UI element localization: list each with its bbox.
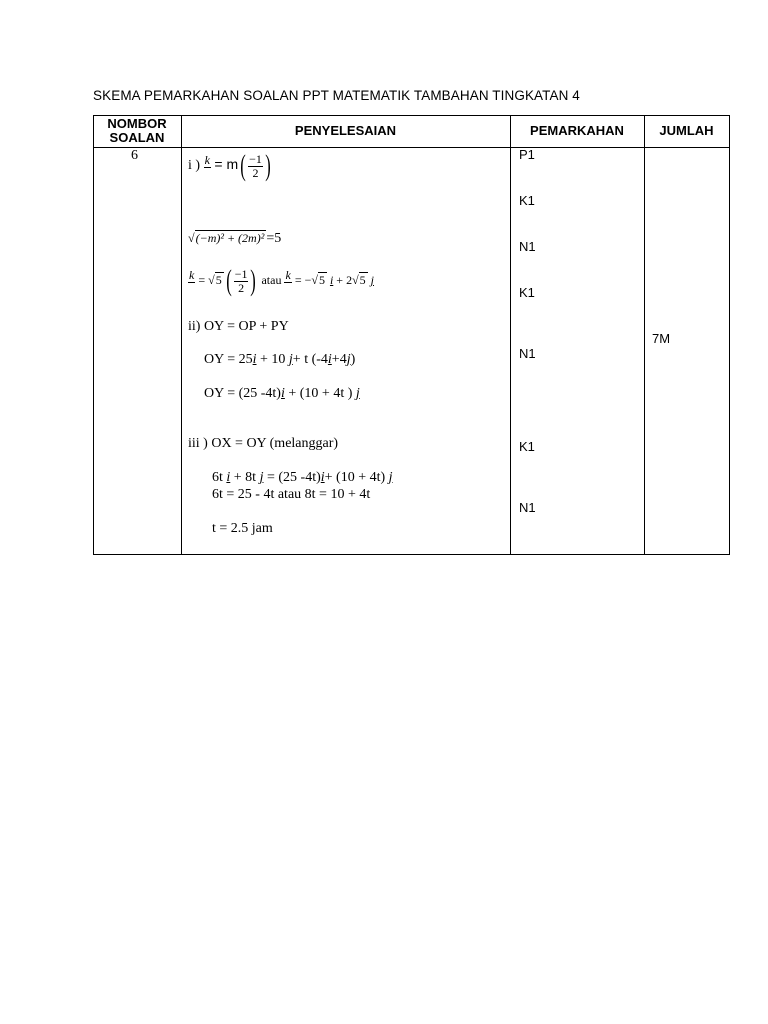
solution-line-4: ii) OY = OP + PY bbox=[188, 319, 289, 334]
line8-i-vector: i bbox=[226, 470, 231, 485]
solution-line-6 bbox=[204, 386, 360, 402]
line5-i-vector: i bbox=[252, 352, 257, 367]
line3-num: −1 bbox=[234, 266, 248, 281]
question-number: 6 bbox=[131, 148, 138, 163]
header-divider bbox=[93, 147, 730, 148]
line8-c: = (25 -4t) bbox=[263, 470, 321, 485]
line3-fraction-k2 bbox=[284, 269, 291, 293]
document-title: SKEMA PEMARKAHAN SOALAN PPT MATEMATIK TAMBAHAN TINGKATAN 4 bbox=[93, 88, 580, 103]
header-penyelesaian: PENYELESAIAN bbox=[294, 123, 397, 138]
solution-line-2 bbox=[188, 230, 281, 247]
mark-4: K1 bbox=[519, 285, 535, 300]
line3-k2: k bbox=[285, 268, 291, 282]
mark-5: N1 bbox=[519, 346, 536, 361]
line3-equals: = bbox=[198, 272, 206, 287]
line2-sqrt-sign: √ bbox=[188, 231, 195, 245]
header-pemarkahan: PEMARKAHAN bbox=[530, 123, 624, 138]
line1-den: 2 bbox=[248, 166, 263, 180]
col-divider-2 bbox=[510, 115, 511, 555]
line6-b: + (10 + 4t ) bbox=[284, 386, 356, 401]
line3-j-vector: j bbox=[370, 272, 375, 287]
col-divider-1 bbox=[181, 115, 182, 555]
line6-j-vector: j bbox=[355, 386, 360, 401]
line8-i2-vector: i bbox=[320, 470, 325, 485]
header-jumlah: JUMLAH bbox=[659, 123, 714, 138]
line5-j-vector: j bbox=[288, 352, 293, 367]
col-divider-3 bbox=[644, 115, 645, 555]
solution-line-10: t = 2.5 jam bbox=[212, 521, 273, 536]
line5-d: +4 bbox=[331, 352, 347, 367]
mark-7: N1 bbox=[519, 500, 536, 515]
line3-plus-2: + 2 bbox=[336, 272, 353, 287]
line3-fraction-k bbox=[188, 269, 195, 293]
line5-e: ) bbox=[350, 352, 356, 367]
line2-expression: (−m)² + (2m)² bbox=[195, 231, 265, 245]
header-soalan: SOALAN bbox=[109, 130, 165, 145]
line5-i2-vector: i bbox=[327, 352, 332, 367]
mark-6: K1 bbox=[519, 439, 535, 454]
line5-a: OY = 25 bbox=[204, 352, 253, 367]
line1-equals-m: = m bbox=[214, 156, 239, 173]
solution-line-7: iii ) OX = OY (melanggar) bbox=[188, 436, 339, 451]
line8-d: + (10 + 4t) bbox=[324, 470, 389, 485]
line3-den: 2 bbox=[234, 281, 249, 295]
mark-3: N1 bbox=[519, 239, 536, 254]
table-border-left bbox=[93, 115, 94, 555]
line3-sqrt5b: 5 bbox=[318, 272, 325, 287]
solution-line-5 bbox=[204, 352, 355, 368]
line3-paren-left: ( bbox=[225, 264, 232, 297]
line1-paren-right: ) bbox=[265, 149, 271, 182]
header-nombor-soalan bbox=[93, 115, 181, 147]
solution-line-1 bbox=[188, 151, 273, 181]
line6-a: OY = (25 -4t) bbox=[204, 386, 281, 401]
line3-paren-right: ) bbox=[250, 264, 257, 297]
line8-b: + 8t bbox=[230, 470, 260, 485]
line8-a: 6t bbox=[212, 470, 227, 485]
total-marks: 7M bbox=[652, 331, 671, 346]
solution-line-3: k = √5 ( $\frac{-1}{2}$ ) atau k = −√5 i + 2√5 j bbox=[189, 264, 375, 297]
line1-prefix: i ) bbox=[188, 158, 201, 174]
line8-j2-vector: j bbox=[388, 470, 393, 485]
line1-num: −1 bbox=[249, 151, 262, 166]
line3-equals-minus: = − bbox=[294, 272, 312, 287]
line3-column-vector bbox=[234, 268, 249, 295]
line8-j-vector: j bbox=[259, 470, 264, 485]
marking-scheme-table bbox=[93, 115, 730, 555]
line2-equals: =5 bbox=[266, 231, 282, 246]
line3-atau: atau bbox=[261, 272, 282, 287]
table-border-right bbox=[729, 115, 730, 555]
line5-j2-vector: j bbox=[346, 352, 351, 367]
line1-fraction-k bbox=[204, 154, 211, 178]
solution-line-9: 6t = 25 - 4t atau 8t = 10 + 4t bbox=[212, 487, 371, 502]
line3-k: k bbox=[189, 268, 195, 282]
line1-paren-left: ( bbox=[240, 149, 246, 182]
mark-1: P1 bbox=[519, 147, 535, 162]
line3-sqrt5: 5 bbox=[215, 272, 222, 287]
solution-line-8 bbox=[212, 470, 393, 486]
table-border-bottom bbox=[93, 554, 730, 555]
line1-k: k bbox=[204, 153, 210, 167]
line3-sqrt5c: 5 bbox=[359, 272, 366, 287]
mark-2: K1 bbox=[519, 193, 535, 208]
line5-b: + 10 bbox=[256, 352, 289, 367]
line1-column-vector bbox=[248, 153, 263, 180]
line3-i-vector: i bbox=[329, 272, 334, 287]
line6-i-vector: i bbox=[280, 386, 285, 401]
line5-c: + t (-4 bbox=[292, 352, 328, 367]
header-nombor: NOMBOR bbox=[107, 116, 167, 131]
